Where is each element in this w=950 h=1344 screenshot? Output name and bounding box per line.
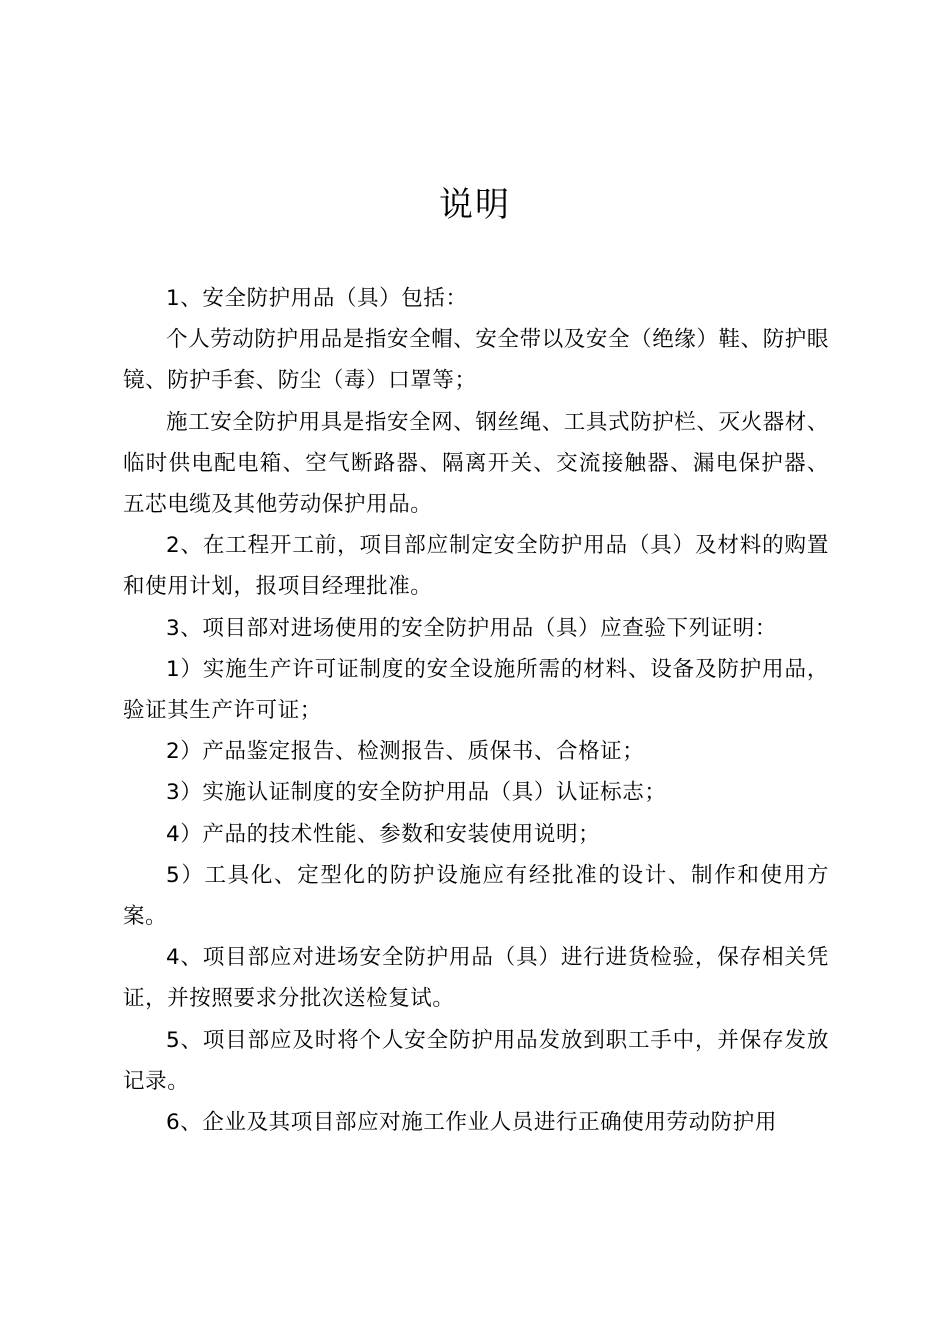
paragraph-4: 2、在工程开工前，项目部应制定安全防护用品（具）及材料的购置和使用计划，报项目经理批准。	[123, 533, 829, 600]
paragraph-1: 1、安全防护用品（具）包括：	[166, 286, 468, 311]
paragraph-6: 1）实施生产许可证制度的安全设施所需的材料、设备及防护用品，验证其生产许可证；	[123, 656, 829, 724]
paragraph-2: 个人劳动防护用品是指安全帽、安全带以及安全（绝缘）鞋、防护眼镜、防护手套、防尘（毒）口罩等；	[123, 327, 830, 394]
paragraph-5: 3、项目部对进场使用的安全防护用品（具）应查验下列证明：	[166, 615, 777, 641]
paragraph-7: 2）产品鉴定报告、检测报告、质保书、合格证；	[166, 739, 645, 765]
paragraph-8: 3）实施认证制度的安全防护用品（具）认证标志；	[166, 780, 667, 806]
paragraph-3: 施工安全防护用具是指安全网、钢丝绳、工具式防护栏、灭火器材、临时供电配电箱、空气断路器、隔离开关、交流接触器、漏电保护器、五芯电缆及其他劳动保护用品。	[123, 409, 830, 518]
paragraph-11: 4、项目部应对进场安全防护用品（具）进行进货检验，保存相关凭证，并按照要求分批次送检复试。	[123, 945, 829, 1012]
paragraph-12: 5、项目部应及时将个人安全防护用品发放到职工手中，并保存发放记录。	[123, 1027, 829, 1094]
document-title: 说明	[439, 185, 511, 225]
document-body	[123, 278, 829, 1143]
paragraph-13: 6、企业及其项目部应对施工作业人员进行正确使用劳动防护用	[166, 1110, 777, 1136]
paragraph-10: 5）工具化、定型化的防护设施应有经批准的设计、制作和使用方案。	[123, 862, 829, 930]
paragraph-9: 4）产品的技术性能、参数和安装使用说明；	[166, 821, 601, 847]
